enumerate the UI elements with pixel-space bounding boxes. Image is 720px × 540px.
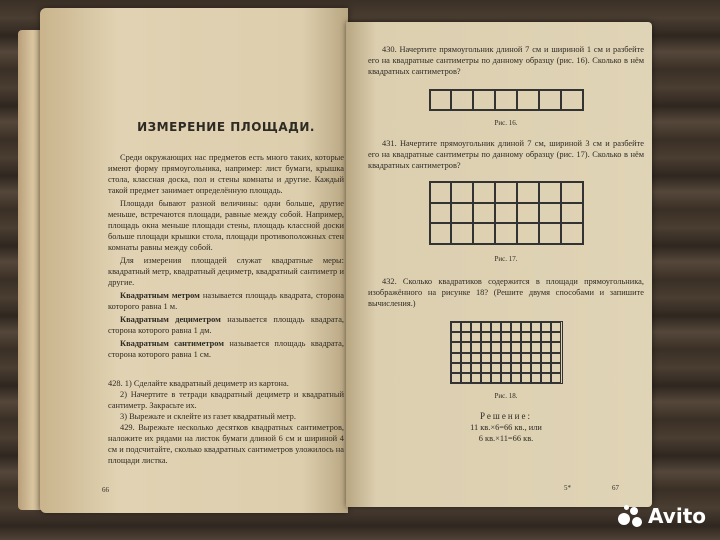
grid-cell	[481, 332, 491, 342]
grid-cell	[481, 373, 491, 383]
grid-cell	[541, 373, 551, 383]
grid-cell	[501, 342, 511, 352]
grid-cell	[430, 90, 452, 110]
grid-cell	[430, 203, 452, 224]
definition	[108, 314, 344, 336]
grid-cell	[491, 332, 501, 342]
grid-cell	[511, 373, 521, 383]
grid-cell	[521, 322, 531, 332]
grid-cell	[551, 332, 561, 342]
grid-cell	[531, 322, 541, 332]
page-title: ИЗМЕРЕНИЕ ПЛОЩАДИ.	[137, 120, 315, 134]
grid-cell	[461, 363, 471, 373]
left-page-content	[108, 120, 344, 466]
grid-cell	[471, 332, 481, 342]
grid-cell	[451, 322, 461, 332]
solution-title: Решение:	[480, 411, 532, 421]
right-page-content	[368, 44, 644, 444]
grid-cell	[461, 353, 471, 363]
grid-cell	[495, 223, 517, 244]
grid-cell	[511, 332, 521, 342]
paragraph: Для измерения площадей служат квадратные меры: квадратный метр, квадратный дециметр, квадратный сантиметр и другие.	[108, 256, 344, 287]
exercise-429: 429. Вырежьте несколько десятков квадратных сантиметров, наложите их рядами на листок бумаги длиной 6 см и шириной 4 см и подсчитайте, сколько квадратных сантиметров уложилось на площади листка.	[108, 423, 344, 465]
solution-line: 11 кв.×6=66 кв., или	[470, 423, 542, 432]
term: Квадратным метром	[120, 291, 200, 300]
grid-cell	[551, 342, 561, 352]
grid-cell	[471, 353, 481, 363]
grid-cell	[561, 203, 583, 224]
grid-cell	[541, 322, 551, 332]
grid-cell	[451, 182, 473, 203]
exercise-432: 432. Сколько квадратиков содержится в площади прямоугольника, изображённого на рисунке 18? (Решите двумя способами и запишите вычисления.)	[368, 277, 644, 308]
definition-text: называется площадь квадрата, сторона которого равна 1 м.	[108, 291, 344, 311]
grid-cell	[511, 342, 521, 352]
grid-cell	[517, 182, 539, 203]
grid-cell	[531, 342, 541, 352]
paragraph: Среди окружающих нас предметов есть много таких, которые имеют форму прямоугольника, например: лист бумаги, крышка стола, классная доска, пол и стены комнаты и другие. Каждый такой предмет занимает определённую площадь.	[108, 153, 344, 195]
grid-cell	[495, 182, 517, 203]
grid-cell	[491, 342, 501, 352]
exercise-428-2: 2) Начертите в тетради квадратный дециметр и квадратный сантиметр. Закрасьте их.	[108, 390, 344, 410]
left-page	[40, 8, 348, 513]
avito-logo-icon	[618, 505, 644, 527]
grid-cell	[539, 223, 561, 244]
page-number: 66	[102, 486, 109, 494]
grid-cell	[495, 203, 517, 224]
grid-cell	[551, 363, 561, 373]
grid-cell	[541, 363, 551, 373]
grid-cell	[491, 322, 501, 332]
grid-cell	[539, 182, 561, 203]
grid-cell	[531, 353, 541, 363]
grid-cell	[541, 332, 551, 342]
grid-cell	[501, 363, 511, 373]
grid-cell	[551, 322, 561, 332]
paragraph: Площади бывают разной величины: одни больше, другие меньше, встречаются площади, равные между собой. Например, площадь окна меньше площади стены, площадь классной доски больше площади крышки стола, площади противоположных стен комнаты равны между собой.	[108, 199, 344, 252]
grid-cell	[501, 322, 511, 332]
grid-cell	[473, 182, 495, 203]
definition	[108, 290, 344, 312]
grid-cell	[481, 353, 491, 363]
grid-cell	[517, 90, 539, 110]
grid-cell	[451, 332, 461, 342]
grid-cell	[495, 90, 517, 110]
grid-cell	[561, 223, 583, 244]
term: Квадратным дециметром	[120, 315, 221, 324]
grid-cell	[451, 373, 461, 383]
figure-18-grid	[450, 321, 563, 384]
grid-cell	[491, 373, 501, 383]
grid-cell	[451, 203, 473, 224]
grid-cell	[561, 90, 583, 110]
grid-cell	[511, 353, 521, 363]
grid-cell	[430, 223, 452, 244]
figure-16-caption: Рис. 16.	[494, 119, 518, 127]
grid-cell	[551, 353, 561, 363]
grid-cell	[451, 342, 461, 352]
grid-cell	[501, 332, 511, 342]
grid-cell	[531, 363, 541, 373]
grid-cell	[461, 373, 471, 383]
definition-text: называется площадь квадрата, сторона которого равна 1 см.	[108, 339, 344, 359]
grid-cell	[471, 342, 481, 352]
figure-17-caption: Рис. 17.	[494, 255, 518, 263]
definition-text: называется площадь квадрата, сторона которого равна 1 дм.	[108, 315, 344, 335]
grid-cell	[481, 342, 491, 352]
grid-cell	[471, 373, 481, 383]
figure-18-caption: Рис. 18.	[494, 392, 518, 400]
grid-cell	[521, 353, 531, 363]
grid-cell	[473, 223, 495, 244]
grid-cell	[491, 363, 501, 373]
grid-cell	[491, 353, 501, 363]
grid-cell	[511, 322, 521, 332]
signature-mark: 5*	[564, 484, 571, 492]
figure-17-grid	[429, 181, 584, 245]
grid-cell	[501, 373, 511, 383]
term: Квадратным сантиметром	[120, 339, 224, 348]
grid-cell	[541, 353, 551, 363]
grid-cell	[451, 223, 473, 244]
grid-cell	[461, 332, 471, 342]
grid-cell	[561, 182, 583, 203]
grid-cell	[539, 203, 561, 224]
grid-cell	[517, 223, 539, 244]
grid-cell	[461, 322, 471, 332]
grid-cell	[521, 363, 531, 373]
grid-cell	[471, 363, 481, 373]
avito-text: Avito	[648, 504, 706, 528]
exercise-431: 431. Начертите прямоугольник длиной 7 см, шириной 3 см и разбейте его на квадратные сантиметры по данному образцу (рис. 17). Сколько в нём квадратных сантиметров?	[368, 139, 644, 170]
grid-cell	[517, 203, 539, 224]
grid-cell	[531, 373, 541, 383]
grid-cell	[451, 353, 461, 363]
exercise-428-3: 3) Вырежьте и склейте из газет квадратный метр.	[120, 412, 296, 421]
grid-cell	[451, 363, 461, 373]
figure-16-grid	[429, 89, 584, 111]
grid-cell	[430, 182, 452, 203]
grid-cell	[511, 363, 521, 373]
definition	[108, 338, 344, 360]
exercise-428-1: 428. 1) Сделайте квадратный дециметр из картона.	[108, 379, 289, 388]
grid-cell	[521, 332, 531, 342]
grid-cell	[461, 342, 471, 352]
grid-cell	[521, 342, 531, 352]
grid-cell	[481, 363, 491, 373]
avito-watermark	[618, 504, 706, 528]
grid-cell	[481, 322, 491, 332]
grid-cell	[501, 353, 511, 363]
grid-cell	[539, 90, 561, 110]
solution-line: 6 кв.×11=66 кв.	[478, 434, 534, 443]
grid-cell	[531, 332, 541, 342]
right-page	[346, 22, 652, 507]
exercise-430: 430. Начертите прямоугольник длиной 7 см и шириной 1 см и разбейте его на квадратные сантиметры по данному образцу (рис. 16). Сколько в нём квадратных сантиметров?	[368, 45, 644, 76]
grid-cell	[473, 203, 495, 224]
page-number: 67	[612, 484, 619, 492]
grid-cell	[521, 373, 531, 383]
grid-cell	[473, 90, 495, 110]
grid-cell	[451, 90, 473, 110]
grid-cell	[471, 322, 481, 332]
grid-cell	[541, 342, 551, 352]
grid-cell	[551, 373, 561, 383]
